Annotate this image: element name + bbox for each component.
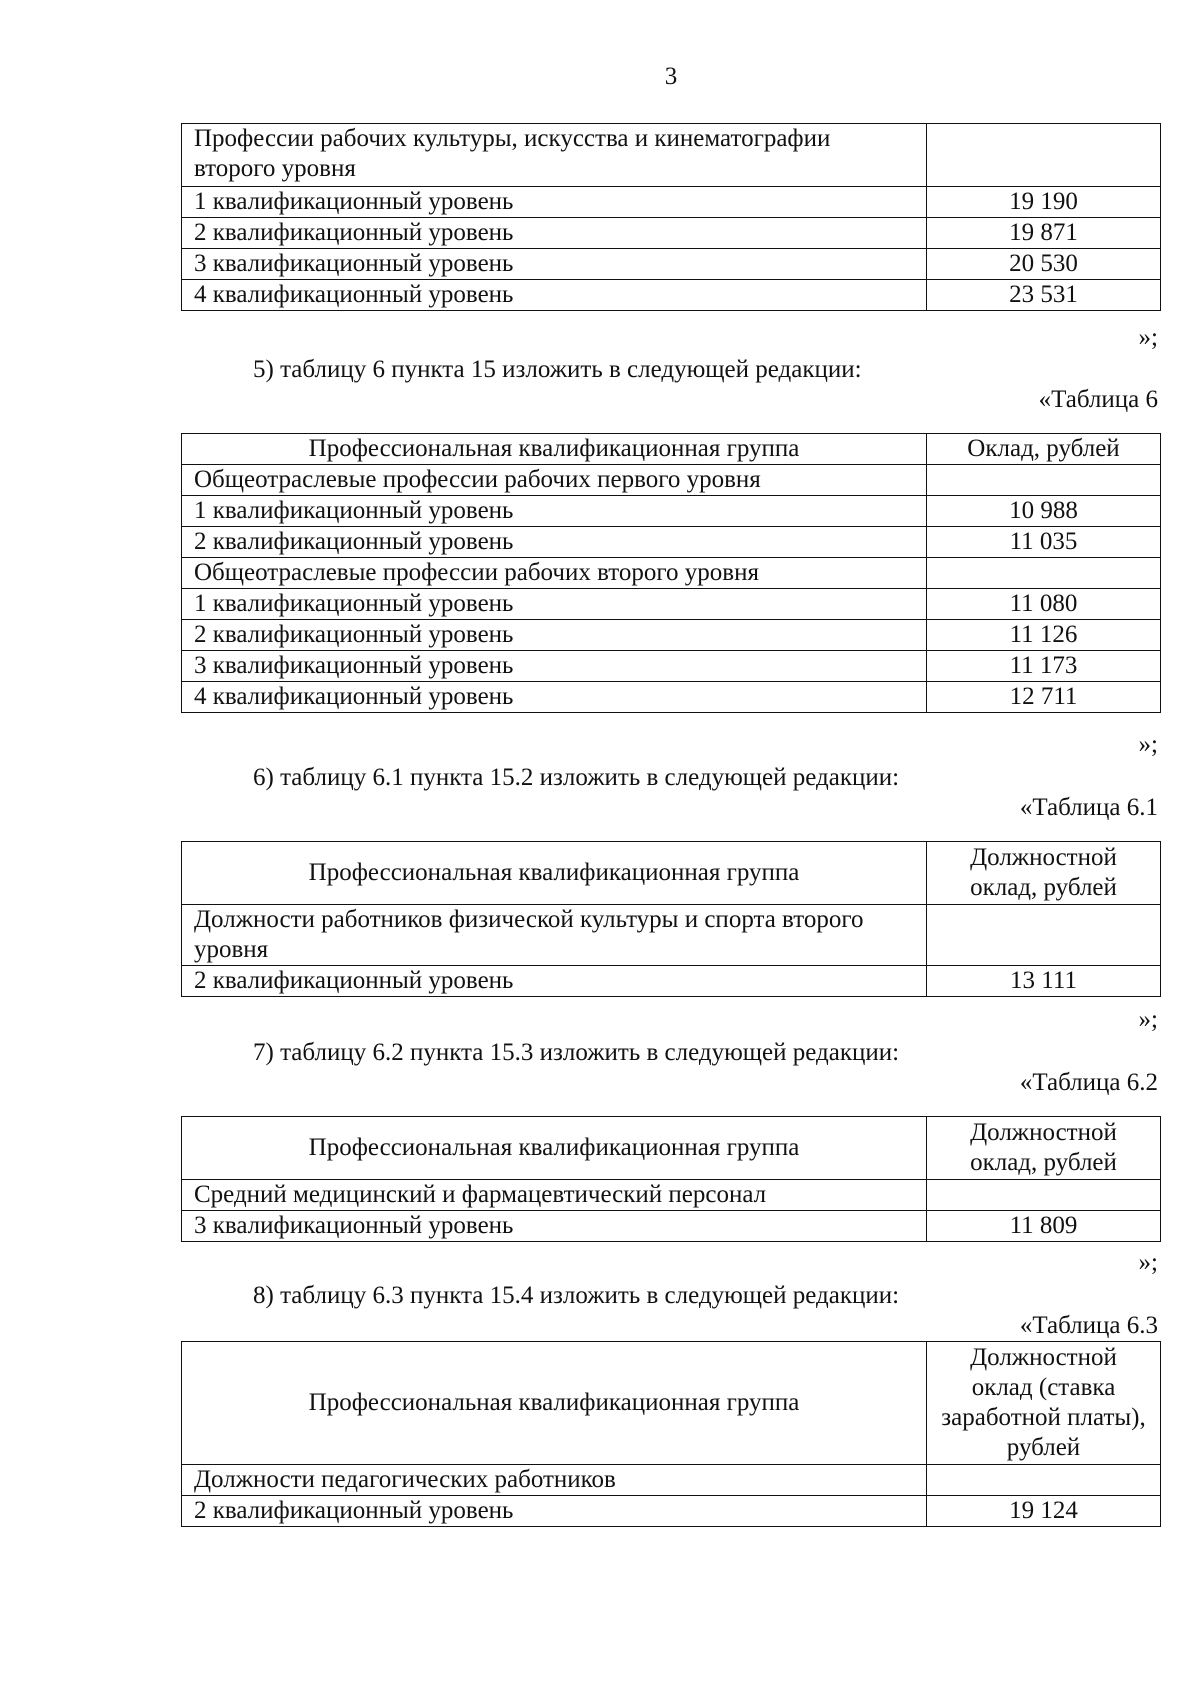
salary-value: 19 190 <box>927 187 1161 218</box>
level-label: 4 квалификационный уровень <box>182 280 927 311</box>
column-header-group: Профессиональная квалификационная группа <box>182 1342 927 1465</box>
column-header-salary: Должностной оклад, рублей <box>927 1117 1161 1180</box>
table-header-row <box>182 1342 1161 1465</box>
table-caption-6-2: «Таблица 6.2 <box>1019 1069 1158 1096</box>
table-row <box>182 187 1161 218</box>
level-label: 3 квалификационный уровень <box>182 651 927 682</box>
salary-cell-empty <box>927 465 1161 496</box>
table-6-2 <box>181 1116 1161 1242</box>
table-row <box>182 1496 1161 1527</box>
level-label: 2 квалификационный уровень <box>182 1496 927 1527</box>
table-row <box>182 682 1161 713</box>
instruction-5: 5) таблицу 6 пункта 15 изложить в следующей редакции: <box>253 356 862 383</box>
salary-value: 13 111 <box>927 966 1161 997</box>
table-6-1 <box>181 841 1161 997</box>
salary-value: 23 531 <box>927 280 1161 311</box>
column-header-group: Профессиональная квалификационная группа <box>182 1117 927 1180</box>
group-title: Должности педагогических работников <box>182 1465 927 1496</box>
level-label: 1 квалификационный уровень <box>182 589 927 620</box>
instruction-7: 7) таблицу 6.2 пункта 15.3 изложить в следующей редакции: <box>253 1039 900 1066</box>
salary-cell-empty <box>927 905 1161 966</box>
salary-value: 11 035 <box>927 527 1161 558</box>
table-row <box>182 249 1161 280</box>
closing-quote: »; <box>1138 324 1158 351</box>
group-title: Общеотраслевые профессии рабочих второго уровня <box>182 558 927 589</box>
level-label: 1 квалификационный уровень <box>182 496 927 527</box>
salary-value: 20 530 <box>927 249 1161 280</box>
level-label: 1 квалификационный уровень <box>182 187 927 218</box>
column-header-salary: Должностной оклад (ставка заработной платы), рублей <box>927 1342 1161 1465</box>
table-row <box>182 527 1161 558</box>
column-header-group: Профессиональная квалификационная группа <box>182 434 927 465</box>
table-row <box>182 465 1161 496</box>
salary-cell-empty <box>927 558 1161 589</box>
salary-value: 12 711 <box>927 682 1161 713</box>
level-label: 2 квалификационный уровень <box>182 218 927 249</box>
table-6 <box>181 433 1161 713</box>
salary-value: 11 809 <box>927 1211 1161 1242</box>
group-title: Общеотраслевые профессии рабочих первого уровня <box>182 465 927 496</box>
table-row <box>182 1211 1161 1242</box>
table-row <box>182 124 1161 187</box>
closing-quote: »; <box>1138 731 1158 758</box>
salary-value: 19 124 <box>927 1496 1161 1527</box>
group-title: Средний медицинский и фармацевтический персонал <box>182 1180 927 1211</box>
salary-value: 11 126 <box>927 620 1161 651</box>
table-row <box>182 966 1161 997</box>
salary-cell-empty <box>927 1465 1161 1496</box>
salary-value: 11 080 <box>927 589 1161 620</box>
salary-value: 11 173 <box>927 651 1161 682</box>
table-row <box>182 589 1161 620</box>
column-header-group: Профессиональная квалификационная группа <box>182 842 927 905</box>
table-row <box>182 496 1161 527</box>
table-row <box>182 1465 1161 1496</box>
closing-quote: »; <box>1138 1249 1158 1276</box>
table-row <box>182 620 1161 651</box>
salary-cell-empty <box>927 124 1161 187</box>
table-row <box>182 280 1161 311</box>
group-title: Должности работников физической культуры и спорта второго уровня <box>182 905 927 966</box>
level-label: 2 квалификационный уровень <box>182 620 927 651</box>
table-row <box>182 651 1161 682</box>
table-header-row <box>182 434 1161 465</box>
closing-quote: »; <box>1138 1006 1158 1033</box>
salary-value: 19 871 <box>927 218 1161 249</box>
table-caption-6-3: «Таблица 6.3 <box>1019 1312 1158 1339</box>
level-label: 3 квалификационный уровень <box>182 1211 927 1242</box>
table-header-row <box>182 842 1161 905</box>
table-header-row <box>182 1117 1161 1180</box>
page-number: 3 <box>664 63 678 90</box>
table-row <box>182 1180 1161 1211</box>
table-6-3 <box>181 1341 1161 1527</box>
table-row <box>182 218 1161 249</box>
table-row <box>182 905 1161 966</box>
table-caption-6: «Таблица 6 <box>1038 386 1158 413</box>
table-caption-6-1: «Таблица 6.1 <box>1019 794 1158 821</box>
level-label: 3 квалификационный уровень <box>182 249 927 280</box>
group-title: Профессии рабочих культуры, искусства и кинематографии второго уровня <box>182 124 927 187</box>
level-label: 4 квалификационный уровень <box>182 682 927 713</box>
level-label: 2 квалификационный уровень <box>182 527 927 558</box>
salary-cell-empty <box>927 1180 1161 1211</box>
table-row <box>182 558 1161 589</box>
level-label: 2 квалификационный уровень <box>182 966 927 997</box>
table-continuation <box>181 123 1161 311</box>
column-header-salary: Должностной оклад, рублей <box>927 842 1161 905</box>
salary-value: 10 988 <box>927 496 1161 527</box>
column-header-salary: Оклад, рублей <box>927 434 1161 465</box>
instruction-8: 8) таблицу 6.3 пункта 15.4 изложить в следующей редакции: <box>253 1282 900 1309</box>
instruction-6: 6) таблицу 6.1 пункта 15.2 изложить в следующей редакции: <box>253 764 900 791</box>
